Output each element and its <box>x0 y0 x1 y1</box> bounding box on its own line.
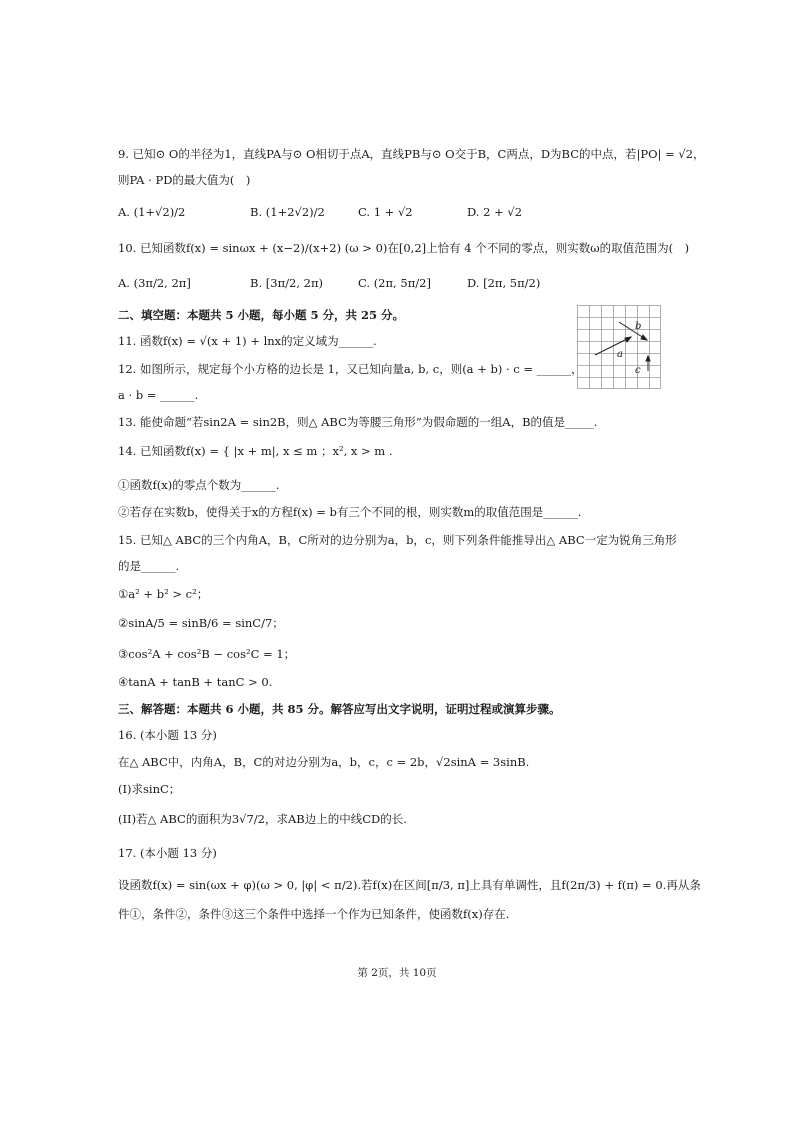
q9-option-a: A. (1+√2)/2 <box>118 205 186 219</box>
vector-a-label: a <box>617 349 623 360</box>
q12-line2: a · b = ______. <box>118 388 199 402</box>
vector-b-label: b <box>635 321 642 332</box>
q12-line1: 12. 如图所示，规定每个小方格的边长是 1，又已知向量a, b, c，则(a + b) · c = ______， <box>118 362 583 376</box>
q16-heading: 16. (本小题 13 分) <box>118 728 217 742</box>
section-fill-in-heading: 二、填空题：本题共 5 小题，每小题 5 分，共 25 分。 <box>118 308 405 322</box>
q10-line1: 10. 已知函数f(x) = sinωx + (x−2)/(x+2) (ω > 0)在[0,2]上恰有 4 个不同的零点，则实数ω的取值范围为( ) <box>118 241 690 255</box>
q15-line2: 的是______. <box>118 559 180 573</box>
q13-line: 13. 能使命题“若sin2A = sin2B，则△ ABC为等腰三角形”为假命题的一组A，B的值是_____. <box>118 415 598 429</box>
q9-option-b: B. (1+2√2)/2 <box>250 205 325 219</box>
q15-condition1: ①a² + b² > c²； <box>118 587 209 601</box>
q14-item2: ②若存在实数b，使得关于x的方程f(x) = b有三个不同的根，则实数m的取值范围是______. <box>118 505 582 519</box>
page-number-footer: 第 2页，共 10页 <box>357 967 437 979</box>
q17-line1: 设函数f(x) = sin(ωx + φ)(ω > 0, |φ| < π/2).若f(x)在区间[π/3, π]上具有单调性，且f(2π/3) + f(π) = 0.再从条 <box>118 878 701 892</box>
vector-grid-figure <box>577 305 661 389</box>
q15-condition2: ②sinA/5 = sinB/6 = sinC/7； <box>118 616 284 630</box>
q9-line2: 则PA · PD的最大值为( ) <box>118 173 251 187</box>
q16-part1: (I)求sinC； <box>118 782 181 796</box>
q10-option-b: B. [3π/2, 2π) <box>250 276 323 290</box>
q16-line1: 在△ ABC中，内角A，B，C的对边分别为a，b，c，c = 2b，√2sinA = 3sinB. <box>118 755 530 769</box>
q14-item1: ①函数f(x)的零点个数为______. <box>118 478 280 492</box>
q16-part2: (II)若△ ABC的面积为3√7/2，求AB边上的中线CD的长. <box>118 812 407 826</box>
q17-heading: 17. (本小题 13 分) <box>118 846 217 860</box>
vector-c-label: c <box>635 365 641 376</box>
q10-option-a: A. (3π/2, 2π] <box>118 276 191 290</box>
q11-line: 11. 函数f(x) = √(x + 1) + lnx的定义域为______. <box>118 334 377 348</box>
q10-option-c: C. (2π, 5π/2] <box>358 276 431 290</box>
q14-line1: 14. 已知函数f(x) = { |x + m|, x ≤ m ；x², x > m . <box>118 444 393 458</box>
q9-option-c: C. 1 + √2 <box>358 205 413 219</box>
q10-option-d: D. [2π, 5π/2) <box>467 276 541 290</box>
q9-line1: 9. 已知⊙ O的半径为1，直线PA与⊙ O相切于点A，直线PB与⊙ O交于B，C两点，D为BC的中点，若|PO| = √2， <box>118 147 705 161</box>
q15-condition4: ④tanA + tanB + tanC > 0. <box>118 675 273 689</box>
section-solution-heading: 三、解答题：本题共 6 小题，共 85 分。解答应写出文字说明，证明过程或演算步骤。 <box>118 702 561 716</box>
q15-line1: 15. 已知△ ABC的三个内角A，B，C所对的边分别为a，b，c，则下列条件能推导出△ ABC一定为锐角三角形 <box>118 533 677 547</box>
q15-condition3: ③cos²A + cos²B − cos²C = 1； <box>118 647 296 661</box>
q17-line2: 件①，条件②，条件③这三个条件中选择一个作为已知条件，使函数f(x)存在. <box>118 907 510 921</box>
q9-option-d: D. 2 + √2 <box>467 205 523 219</box>
